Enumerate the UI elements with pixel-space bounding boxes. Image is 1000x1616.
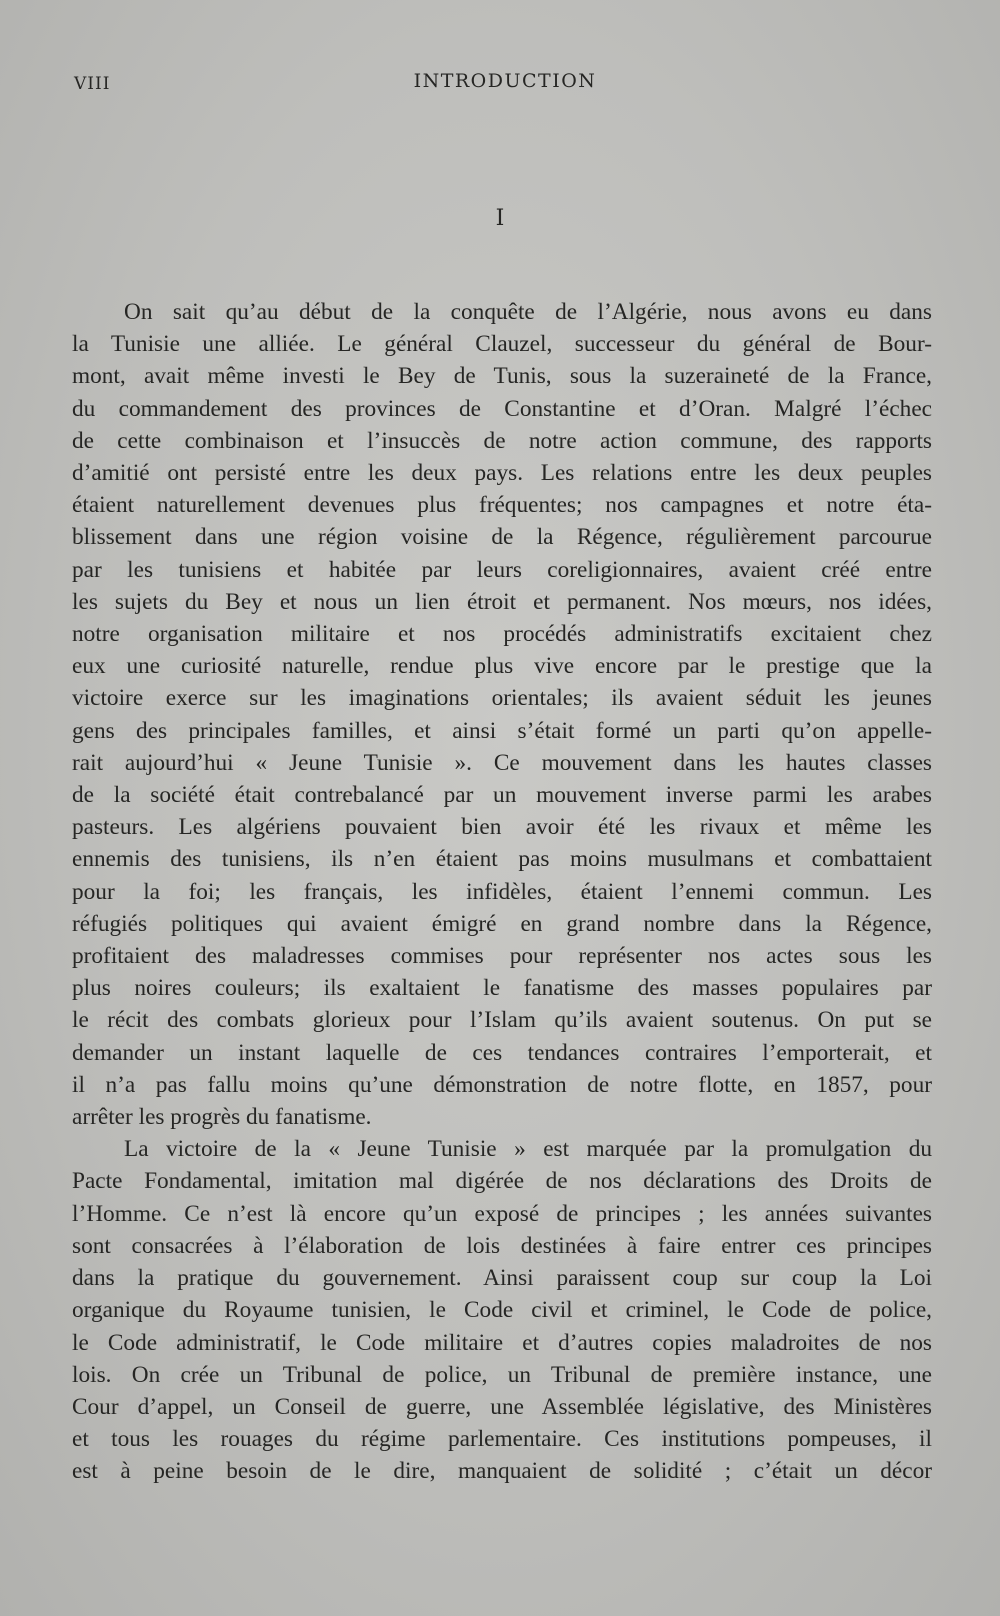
text-line: sont consacrées à l’élaboration de lois destinées à faire entrer ces principes [72,1232,932,1259]
text-line: il n’a pas fallu moins qu’une démonstration de notre flotte, en 1857, pour [72,1071,932,1098]
text-line: organique du Royaume tunisien, le Code civil et criminel, le Code de police, [72,1297,932,1324]
text-line: d’amitié ont persisté entre les deux pays. Les relations entre les deux peuples [72,460,932,487]
text-line: réfugiés politiques qui avaient émigré en grand nombre dans la Régence, [72,910,932,937]
text-line: profitaient des maladresses commises pour représenter nos actes sous les [72,943,932,970]
text-line: Pacte Fondamental, imitation mal digérée de nos déclarations des Droits de [72,1168,932,1195]
text-line: les sujets du Bey et nous un lien étroit et permanent. Nos mœurs, nos idées, [72,588,932,615]
text-line: du commandement des provinces de Constantine et d’Oran. Malgré l’échec [72,395,932,422]
text-line: arrêter les progrès du fanatisme. [72,1104,372,1131]
text-line: rait aujourd’hui « Jeune Tunisie ». Ce mouvement dans les hautes classes [72,749,932,776]
text-line: notre organisation militaire et nos procédés administratifs excitaient chez [72,621,932,648]
text-line: pasteurs. Les algériens pouvaient bien avoir été les rivaux et même les [72,814,932,841]
text-line: mont, avait même investi le Bey de Tunis, sous la suzeraineté de la France, [72,363,932,390]
paragraph [72,1133,932,1487]
text-line: et tous les rouages du régime parlementaire. Ces institutions pompeuses, il [72,1426,932,1453]
text-line: victoire exerce sur les imaginations orientales; ils avaient séduit les jeunes [72,685,932,712]
running-head [74,70,936,96]
running-title: INTRODUCTION [413,70,597,92]
text-line: la Tunisie une alliée. Le général Clauzel, successeur du général de Bour- [72,331,932,358]
text-line: est à peine besoin de le dire, manquaient de solidité ; c’était un décor [72,1458,932,1485]
text-line: demander un instant laquelle de ces tendances contraires l’emporterait, et [72,1039,932,1066]
section-number: I [495,206,505,231]
text-line: gens des principales familles, et ainsi s’était formé un parti qu’on appelle- [72,717,932,744]
text-line: le Code administratif, le Code militaire et d’autres copies maladroites de nos [72,1329,932,1356]
page-number: VIII [74,74,111,94]
text-line: le récit des combats glorieux pour l’Islam qu’ils avaient soutenus. On put se [72,1007,932,1034]
text-line: dans la pratique du gouvernement. Ainsi paraissent coup sur coup la Loi [72,1265,932,1292]
text-line: lois. On crée un Tribunal de police, un Tribunal de première instance, une [72,1361,932,1388]
text-line: La victoire de la « Jeune Tunisie » est marquée par la promulgation du [124,1136,932,1163]
text-line: pour la foi; les français, les infidèles, étaient l’ennemi commun. Les [72,878,932,905]
text-line: de cette combinaison et l’insuccès de notre action commune, des rapports [72,427,932,454]
body-text [72,296,932,1488]
paragraph [72,296,932,1133]
text-line: par les tunisiens et habitée par leurs coreligionnaires, avaient créé entre [72,556,932,583]
text-line: étaient naturellement devenues plus fréquentes; nos campagnes et notre éta- [72,492,932,519]
text-line: eux une curiosité naturelle, rendue plus vive encore par le prestige que la [72,653,932,680]
text-line: blissement dans une région voisine de la Régence, régulièrement parcourue [72,524,932,551]
text-line: l’Homme. Ce n’est là encore qu’un exposé de principes ; les années suivantes [72,1200,932,1227]
text-line: Cour d’appel, un Conseil de guerre, une Assemblée législative, des Ministères [72,1393,932,1420]
text-line: On sait qu’au début de la conquête de l’Algérie, nous avons eu dans [124,299,932,325]
text-line: de la société était contrebalancé par un mouvement inverse parmi les arabes [72,782,932,809]
text-line: plus noires couleurs; ils exaltaient le fanatisme des masses populaires par [72,975,932,1002]
text-line: ennemis des tunisiens, ils n’en étaient pas moins musulmans et combattaient [72,846,932,873]
